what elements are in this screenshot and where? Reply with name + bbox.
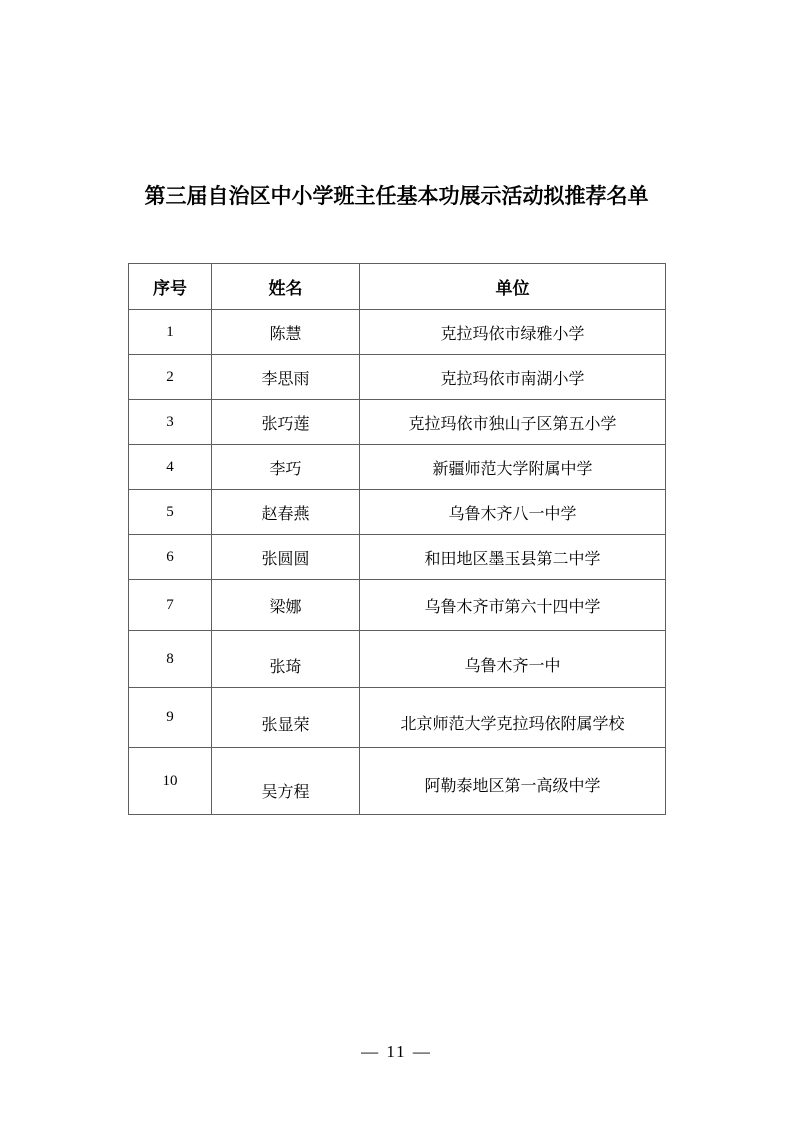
table-row [129, 445, 666, 490]
document-title: 第三届自治区中小学班主任基本功展示活动拟推荐名单 [144, 185, 649, 208]
cell-serial: 10 [129, 748, 212, 815]
table-row [129, 688, 666, 748]
table-row [129, 631, 666, 688]
cell-name: 张显荣 [212, 688, 360, 748]
table-row [129, 310, 666, 355]
cell-unit: 克拉玛依市南湖小学 [360, 355, 666, 400]
cell-unit: 北京师范大学克拉玛依附属学校 [360, 688, 666, 748]
table-row [129, 748, 666, 815]
column-header-unit: 单位 [360, 264, 666, 310]
cell-name: 李巧 [212, 445, 360, 490]
cell-name: 张琦 [212, 631, 360, 688]
table-row [129, 580, 666, 631]
cell-unit: 克拉玛依市绿雅小学 [360, 310, 666, 355]
column-header-serial: 序号 [129, 264, 212, 310]
cell-unit: 和田地区墨玉县第二中学 [360, 535, 666, 580]
cell-serial: 7 [129, 580, 212, 631]
table-header [129, 264, 666, 310]
table-body [129, 310, 666, 815]
table-row [129, 490, 666, 535]
table-row [129, 355, 666, 400]
page-number: — 11 — [361, 1042, 432, 1061]
cell-name: 赵春燕 [212, 490, 360, 535]
cell-serial: 6 [129, 535, 212, 580]
column-header-name: 姓名 [212, 264, 360, 310]
cell-name: 吴方程 [212, 748, 360, 815]
cell-serial: 2 [129, 355, 212, 400]
cell-unit: 乌鲁木齐一中 [360, 631, 666, 688]
cell-unit: 乌鲁木齐市第六十四中学 [360, 580, 666, 631]
table-row [129, 535, 666, 580]
cell-unit: 克拉玛依市独山子区第五小学 [360, 400, 666, 445]
table-row [129, 400, 666, 445]
cell-serial: 9 [129, 688, 212, 748]
cell-serial: 4 [129, 445, 212, 490]
cell-unit: 乌鲁木齐八一中学 [360, 490, 666, 535]
cell-serial: 3 [129, 400, 212, 445]
recommendation-table [128, 263, 666, 815]
cell-serial: 8 [129, 631, 212, 688]
cell-name: 张巧莲 [212, 400, 360, 445]
cell-serial: 5 [129, 490, 212, 535]
cell-name: 李思雨 [212, 355, 360, 400]
header-row [129, 264, 666, 310]
cell-unit: 阿勒泰地区第一高级中学 [360, 748, 666, 815]
cell-name: 张圆圆 [212, 535, 360, 580]
cell-unit: 新疆师范大学附属中学 [360, 445, 666, 490]
cell-name: 陈慧 [212, 310, 360, 355]
cell-name: 梁娜 [212, 580, 360, 631]
cell-serial: 1 [129, 310, 212, 355]
